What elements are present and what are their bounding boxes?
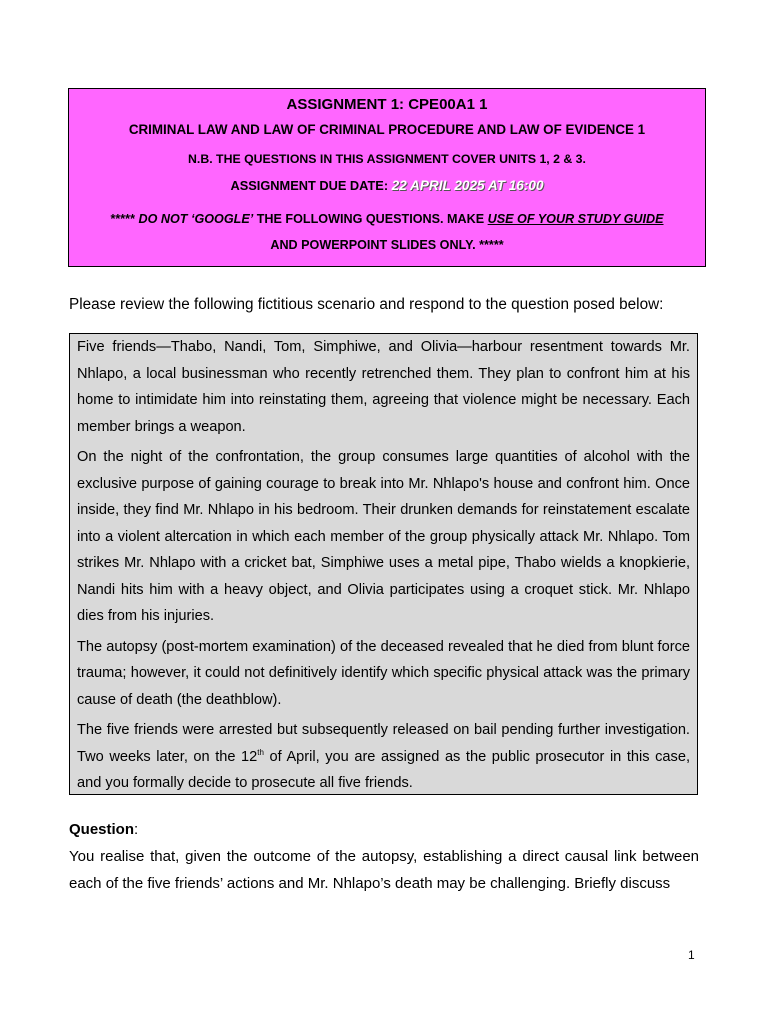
warning-study-guide: USE OF YOUR STUDY GUIDE	[487, 212, 664, 226]
assignment-header-box	[68, 88, 706, 267]
last-paragraph-end: of April, you are assigned as the public prosecutor in this case, and you formally decide to prosecute all five friends.	[77, 748, 690, 791]
ordinal-suffix: th	[257, 747, 264, 757]
scenario-paragraph-last	[77, 717, 690, 797]
scenario-paragraph: On the night of the confrontation, the group consumes large quantities of alcohol with the exclusive purpose of gaining courage to break into Mr. Nhlapo's house and confront him. Once inside, they find Mr. Nhlapo in his bedroom. Their drunken demands for reinstatement escalate into a violent altercation in which each member of the group physically attack Mr. Nhlapo. Tom strikes Mr. Nhlapo with a cricket bat, Simphiwe uses a metal pipe, Thabo wields a knopkierie, Nandi hits him with a heavy object, and Olivia participates using a croquet stick. Mr. Nhlapo dies from his injuries.	[77, 449, 690, 624]
scenario-box	[69, 333, 698, 795]
question-colon: :	[134, 821, 139, 838]
scenario-paragraph: Five friends—Thabo, Nandi, Tom, Simphiwe, and Olivia—harbour resentment towards Mr. Nhlapo, a local businessman who recently retrenched them. They plan to confront him at his home to intimidate him into reinstating them, agreeing that violence might be necessary. Each member brings a weapon.	[77, 339, 690, 435]
warning-line-2: AND POWERPOINT SLIDES ONLY. *****	[270, 238, 504, 252]
due-date-value: 22 APRIL 2025 AT 16:00	[391, 178, 544, 193]
assignment-title: ASSIGNMENT 1: CPE00A1 1	[286, 96, 488, 113]
page-number: 1	[688, 948, 695, 962]
last-paragraph-start: The five friends were arrested but subsequently released on bail pending further investigation. Two weeks later, on the 12	[77, 722, 690, 765]
warning-line-1	[69, 212, 705, 226]
warning-stars-open: *****	[110, 212, 135, 226]
course-title: CRIMINAL LAW AND LAW OF CRIMINAL PROCEDURE AND LAW OF EVIDENCE 1	[128, 122, 646, 137]
question-label: Question	[69, 821, 135, 838]
units-note: N.B. THE QUESTIONS IN THIS ASSIGNMENT COVER UNITS 1, 2 & 3.	[188, 152, 586, 166]
scenario-paragraph: The autopsy (post-mortem examination) of the deceased revealed that he died from blunt force trauma; however, it could not definitively identify which specific physical attack was the primary cause of death (the deathblow).	[77, 638, 690, 708]
warning-mid-text: THE FOLLOWING QUESTIONS. MAKE	[256, 212, 485, 226]
warning-do-not-google: DO NOT ‘GOOGLE’	[138, 212, 254, 226]
question-text: You realise that, given the outcome of the autopsy, establishing a direct causal link between each of the five friends’ actions and Mr. Nhlapo’s death may be challenging. Briefly discuss	[69, 848, 699, 892]
due-date-label: ASSIGNMENT DUE DATE:	[230, 178, 389, 193]
due-date-line	[69, 178, 705, 193]
question-heading	[69, 821, 138, 838]
scenario-intro: Please review the following fictitious scenario and respond to the question posed below:	[69, 296, 664, 313]
